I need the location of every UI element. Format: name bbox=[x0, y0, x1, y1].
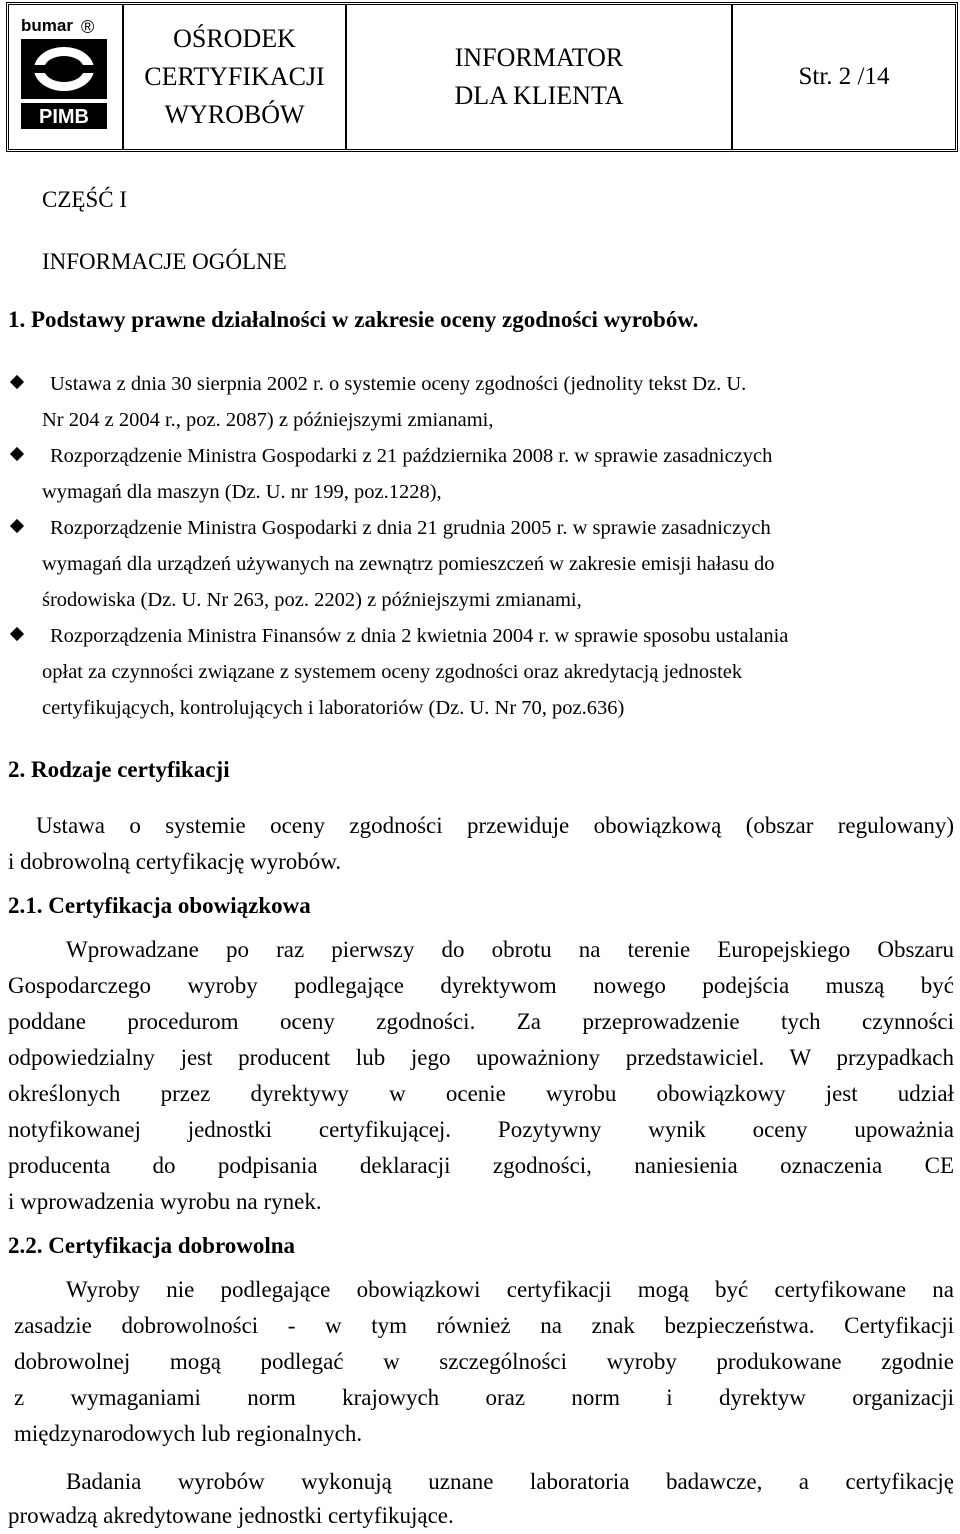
paragraph-line: zasadzie dobrowolności - w tym również na znak bezpieczeństwa. Certyfikacji bbox=[14, 1313, 954, 1338]
header-line-osrodek: OŚRODEK bbox=[173, 24, 296, 53]
list-item-cont: wymagań dla maszyn (Dz. U. nr 199, poz.1228), bbox=[42, 481, 442, 503]
list-item-cont: wymagań dla urządzeń używanych na zewnątrz pomieszczeń w zakresie emisji hałasu do bbox=[42, 553, 775, 575]
list-item-cont: certyfikujących, kontrolujących i laboratoriów (Dz. U. Nr 70, poz.636) bbox=[42, 697, 625, 719]
list-item: Rozporządzenie Ministra Gospodarki z dnia 21 grudnia 2005 r. w sprawie zasadniczych bbox=[50, 517, 771, 539]
header-line-certyfikacji: CERTYFIKACJI bbox=[144, 62, 325, 91]
paragraph-line: Wyroby nie podlegające obowiązkowi certyfikacji mogą być certyfikowane na bbox=[66, 1277, 954, 1302]
section-2-title: 2. Rodzaje certyfikacji bbox=[8, 757, 230, 782]
logo-cell bbox=[9, 5, 122, 149]
header-line-wyrobow: WYROBÓW bbox=[164, 100, 305, 129]
section-1-title: 1. Podstawy prawne działalności w zakresie oceny zgodności wyrobów. bbox=[8, 307, 699, 332]
paragraph-line: prowadzą akredytowane jednostki certyfikujące. bbox=[8, 1503, 454, 1528]
paragraph-line: poddane procedurom oceny zgodności. Za przeprowadzenie tych czynności bbox=[8, 1009, 954, 1034]
paragraph-line: Gospodarczego wyroby podlegające dyrektywom nowego podejścia muszą być bbox=[8, 973, 954, 998]
page-number: Str. 2 /14 bbox=[731, 5, 955, 149]
paragraph-line: Wprowadzane po raz pierwszy do obrotu na terenie Europejskiego Obszaru bbox=[66, 937, 954, 962]
list-item-cont: środowiska (Dz. U. Nr 263, poz. 2202) z późniejszymi zmianami, bbox=[42, 589, 582, 611]
list-item: Ustawa z dnia 30 sierpnia 2002 r. o systemie oceny zgodności (jednolity tekst Dz. U. bbox=[50, 373, 747, 395]
section-2-1-title: 2.1. Certyfikacja obowiązkowa bbox=[8, 893, 311, 918]
paragraph-line: notyfikowanej jednostki certyfikującej. Pozytywny wynik oceny upoważnia bbox=[8, 1117, 954, 1142]
part-title: INFORMACJE OGÓLNE bbox=[42, 249, 287, 274]
header-center-right bbox=[345, 5, 731, 149]
list-item-cont: opłat za czynności związane z systemem oceny zgodności oraz akredytacją jednostek bbox=[42, 661, 743, 683]
paragraph-line: producenta do podpisania deklaracji zgodności, naniesienia oznaczenia CE bbox=[8, 1153, 954, 1178]
diamond-bullet-icon bbox=[10, 629, 24, 643]
paragraph-line: międzynarodowych lub regionalnych. bbox=[14, 1421, 363, 1446]
paragraph-line: i wprowadzenia wyrobu na rynek. bbox=[8, 1189, 322, 1214]
section-2-2-title: 2.2. Certyfikacja dobrowolna bbox=[8, 1233, 296, 1258]
paragraph-line: odpowiedzialny jest producent lub jego upoważniony przedstawiciel. W przypadkach bbox=[8, 1045, 954, 1070]
list-item: Rozporządzenia Ministra Finansów z dnia 2 kwietnia 2004 r. w sprawie sposobu ustalania bbox=[50, 625, 789, 647]
header-line-dla-klienta: DLA KLIENTA bbox=[454, 81, 624, 110]
part-label: CZĘŚĆ I bbox=[42, 187, 127, 212]
section-2-line: i dobrowolną certyfikację wyrobów. bbox=[8, 849, 342, 874]
logo-bottom-text: PIMB bbox=[39, 106, 89, 128]
list-item-cont: Nr 204 z 2004 r., poz. 2087) z późniejszymi zmianami, bbox=[42, 409, 494, 431]
logo-registered-mark: ® bbox=[81, 17, 95, 37]
section-2-line: Ustawa o systemie oceny zgodności przewiduje obowiązkową (obszar regulowany) bbox=[36, 813, 954, 838]
diamond-bullet-icon bbox=[10, 377, 24, 391]
bumar-pimb-logo bbox=[19, 13, 111, 131]
paragraph-line: dobrowolnej mogą podlegać w szczególności wyroby produkowane zgodnie bbox=[14, 1349, 954, 1374]
list-item: Rozporządzenie Ministra Gospodarki z 21 października 2008 r. w sprawie zasadniczych bbox=[50, 445, 773, 467]
header-line-informator: INFORMATOR bbox=[454, 43, 624, 72]
paragraph-line: określonych przez dyrektywy w ocenie wyrobu obowiązkowy jest udział bbox=[8, 1081, 954, 1106]
header-center-left bbox=[122, 5, 345, 149]
document-header bbox=[6, 2, 958, 152]
paragraph-line: z wymaganiami norm krajowych oraz norm i dyrektyw organizacji bbox=[14, 1385, 954, 1410]
diamond-bullet-icon bbox=[10, 521, 24, 535]
paragraph-line: Badania wyrobów wykonują uznane laboratoria badawcze, a certyfikację bbox=[66, 1469, 954, 1494]
logo-top-text: bumar bbox=[21, 16, 73, 35]
diamond-bullet-icon bbox=[10, 449, 24, 463]
